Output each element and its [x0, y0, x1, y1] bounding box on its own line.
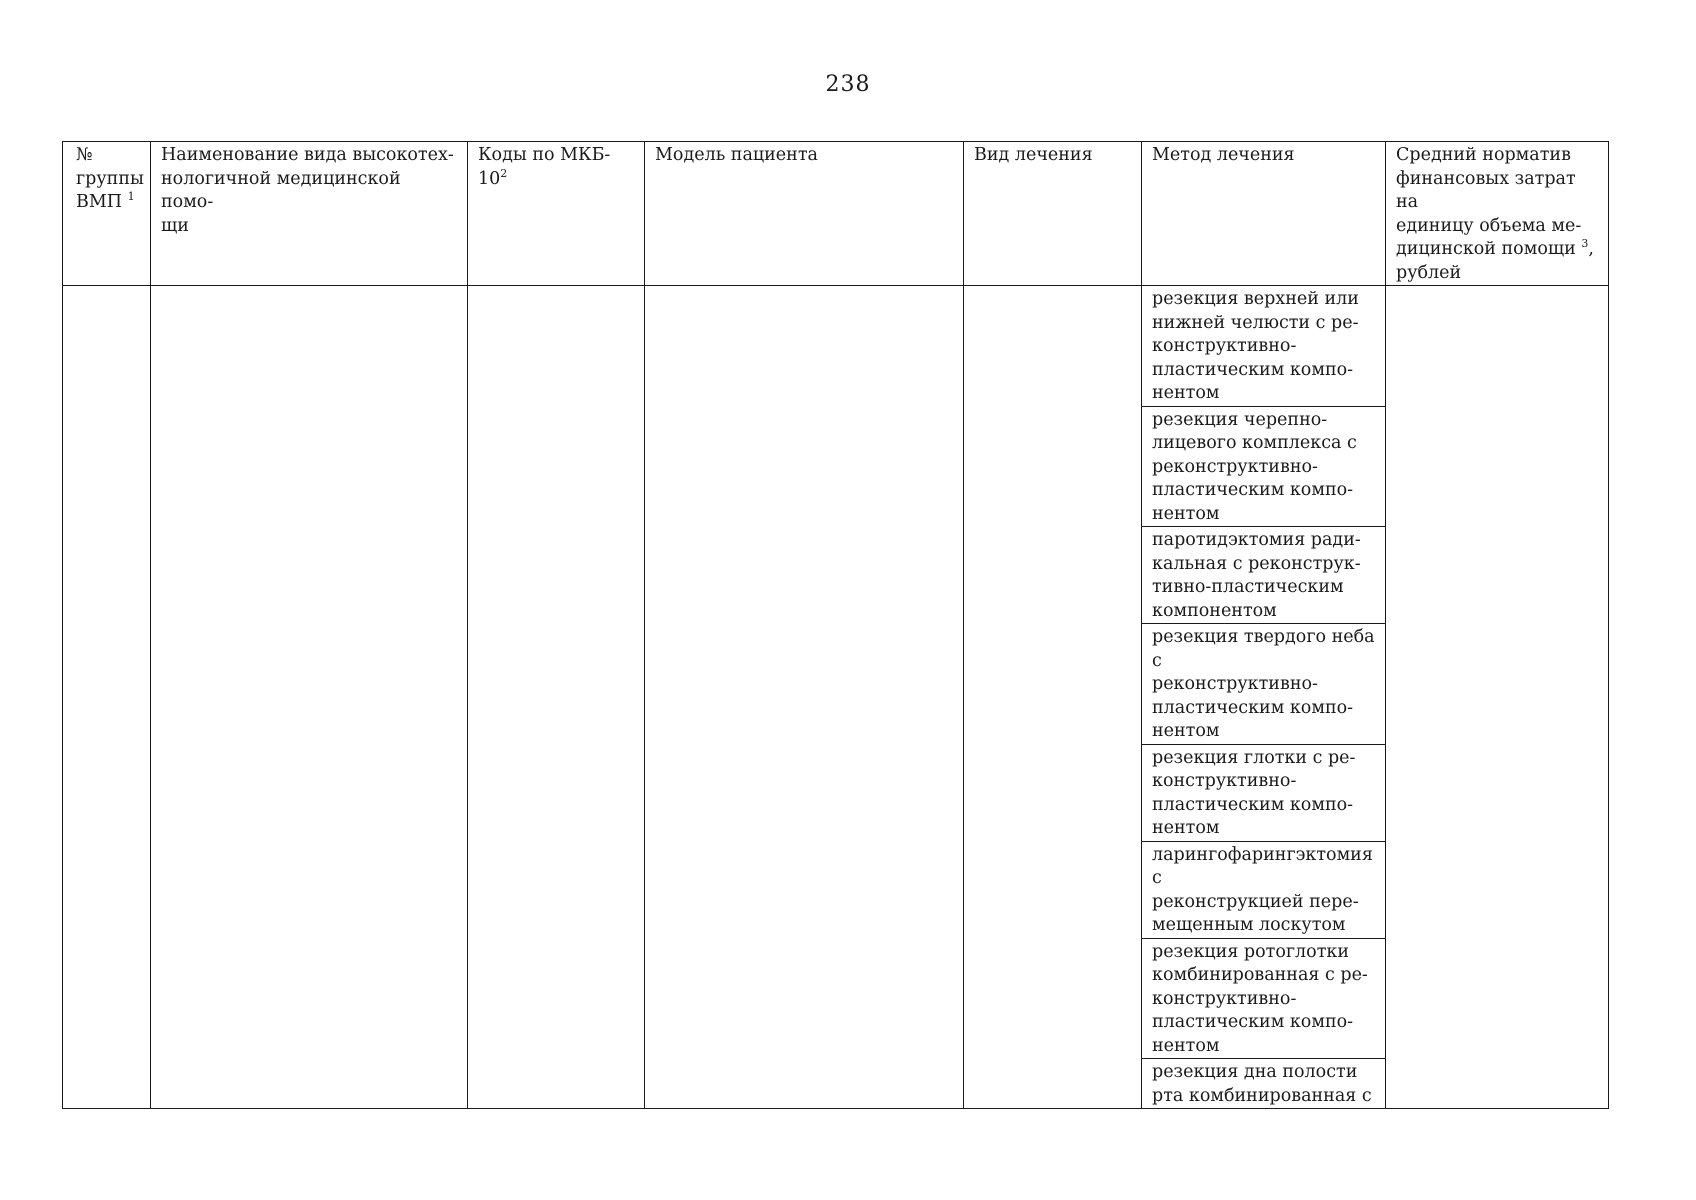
cell-avg-cost — [1386, 286, 1609, 1109]
method-line: тивно-пластическим — [1152, 577, 1344, 597]
method-line: паротидэктомия ради- — [1152, 530, 1361, 550]
method-line: резекция дна полости — [1152, 1062, 1358, 1082]
cell-treatment-methods — [1142, 286, 1386, 1109]
header-treatment-type: Вид лечения — [964, 142, 1142, 286]
method-line: компонентом — [1152, 600, 1277, 621]
page-number: 238 — [825, 72, 871, 97]
table-row — [63, 286, 1609, 1109]
method-line: нентом — [1152, 503, 1220, 524]
method-line: кальная с реконструк- — [1152, 553, 1361, 574]
method-line: реконструктивно- — [1152, 674, 1318, 694]
method-line: резекция твердого неба с — [1152, 627, 1375, 671]
header-icd-codes: Коды по МКБ- $10^2$ — [468, 142, 645, 286]
header-patient-model: Модель пациента — [645, 142, 964, 286]
header-avg-cost: Средний норматив финансовых затрат на единицу объема ме- дицинской помощи $^3$, рублей — [1386, 142, 1609, 286]
method-line: пластическим компо- — [1152, 480, 1354, 500]
method-line: мещенным лоскутом — [1152, 915, 1346, 935]
method-line: ларингофарингэктомия с — [1152, 844, 1373, 888]
cell-vmp-name — [151, 286, 468, 1109]
header-group-number: № группы ВМП $^1$ — [63, 142, 151, 286]
method-line: резекция верхней или — [1152, 289, 1359, 309]
method-line: комбинированная с ре- — [1152, 965, 1368, 985]
method-item — [1142, 407, 1385, 528]
cell-icd-codes — [468, 286, 645, 1109]
method-item — [1142, 1059, 1385, 1108]
method-item — [1142, 939, 1385, 1060]
method-item — [1142, 842, 1385, 939]
method-line: нентом — [1152, 721, 1220, 741]
method-line: пластическим компо- — [1152, 1012, 1354, 1032]
method-line: резекция ротоглотки — [1152, 941, 1349, 962]
method-line: лицевого комплекса с — [1152, 433, 1357, 453]
method-list — [1142, 286, 1385, 1108]
method-line: нентом — [1152, 383, 1220, 403]
header-vmp-name: Наименование вида высокотех- нологичной медицинской помо- щи — [151, 142, 468, 286]
method-line: резекция глотки с ре- — [1152, 747, 1356, 768]
method-item — [1142, 527, 1385, 624]
header-row — [63, 142, 1609, 286]
method-line: пластическим компо- — [1152, 359, 1354, 380]
method-line: нентом — [1152, 818, 1220, 838]
method-line: резекция черепно- — [1152, 409, 1328, 430]
cell-patient-model — [645, 286, 964, 1109]
method-item — [1142, 624, 1385, 745]
method-line: конструктивно- — [1152, 988, 1297, 1009]
method-line: нижней челюсти с ре- — [1152, 312, 1359, 333]
method-line: рта комбинированная с — [1152, 1085, 1372, 1106]
method-line: нентом — [1152, 1035, 1220, 1056]
method-line: реконструкцией пере- — [1152, 891, 1359, 912]
method-line: конструктивно- — [1152, 771, 1297, 791]
method-line: пластическим компо- — [1152, 794, 1354, 815]
method-line: конструктивно- — [1152, 336, 1297, 356]
method-item — [1142, 745, 1385, 842]
cell-group-number — [63, 286, 151, 1109]
header-treatment-method: Метод лечения — [1142, 142, 1386, 286]
vmp-table — [62, 141, 1609, 1109]
method-item — [1142, 286, 1385, 407]
method-line: реконструктивно- — [1152, 456, 1318, 477]
method-line: пластическим компо- — [1152, 697, 1354, 718]
cell-treatment-type — [964, 286, 1142, 1109]
